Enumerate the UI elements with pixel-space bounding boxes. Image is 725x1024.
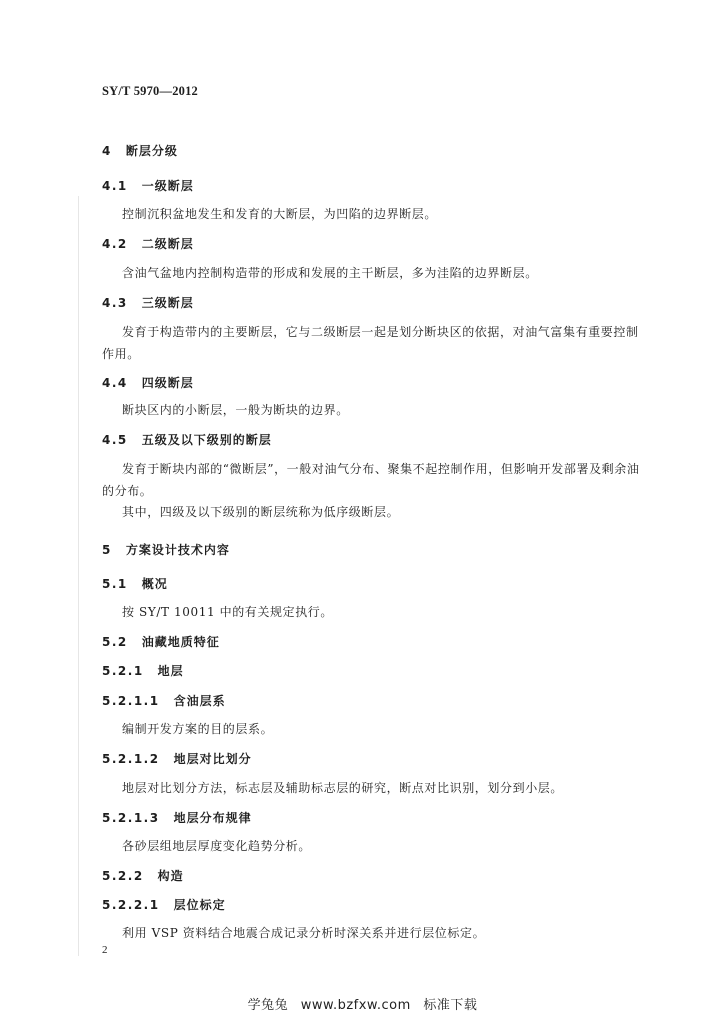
heading-5-1: 5.1 概况 xyxy=(102,577,168,591)
page-number: 2 xyxy=(102,944,108,956)
heading-5-2-1: 5.2.1 地层 xyxy=(102,664,184,678)
footer-site: 学兔兔 xyxy=(247,998,289,1013)
heading-4-3: 4.3 三级断层 xyxy=(102,296,194,310)
heading-5: 5 方案设计技术内容 xyxy=(102,543,230,557)
heading-4-4: 4.4 四级断层 xyxy=(102,376,194,390)
heading-5-2: 5.2 油藏地质特征 xyxy=(102,635,220,649)
paragraph: 含油气盆地内控制构造带的形成和发展的主干断层，多为洼陷的边界断层。 xyxy=(122,266,538,280)
paragraph: 发育于构造带内的主要断层，它与二级断层一起是划分断块区的依据，对油气富集有重要控制 xyxy=(122,325,639,339)
footer-label: 标准下载 xyxy=(423,998,478,1013)
paragraph: 编制开发方案的目的层系。 xyxy=(122,722,274,736)
paragraph: 各砂层组地层厚度变化趋势分析。 xyxy=(122,839,312,853)
heading-4: 4 断层分级 xyxy=(102,144,178,158)
paragraph: 地层对比划分方法，标志层及辅助标志层的研究，断点对比识别，划分到小层。 xyxy=(122,781,564,795)
paragraph: 发育于断块内部的“微断层”，一般对油气分布、聚集不起控制作用，但影响开发部署及剩余油 xyxy=(122,462,640,476)
paragraph: 利用 VSP 资料结合地震合成记录分析时深关系并进行层位标定。 xyxy=(122,926,486,940)
heading-4-1: 4.1 一级断层 xyxy=(102,179,194,193)
paragraph: 控制沉积盆地发生和发育的大断层，为凹陷的边界断层。 xyxy=(122,207,438,221)
heading-5-2-1-2: 5.2.1.2 地层对比划分 xyxy=(102,752,252,766)
paragraph-continuation: 作用。 xyxy=(102,347,140,361)
paragraph: 其中，四级及以下级别的断层统称为低序级断层。 xyxy=(122,505,400,519)
heading-5-2-2: 5.2.2 构造 xyxy=(102,869,184,883)
heading-4-5: 4.5 五级及以下级别的断层 xyxy=(102,433,272,447)
heading-5-2-1-3: 5.2.1.3 地层分布规律 xyxy=(102,811,252,825)
paragraph: 按 SY/T 10011 中的有关规定执行。 xyxy=(122,605,334,619)
heading-4-2: 4.2 二级断层 xyxy=(102,237,194,251)
footer-url[interactable]: www.bzfxw.com xyxy=(300,998,411,1013)
heading-5-2-2-1: 5.2.2.1 层位标定 xyxy=(102,898,226,912)
download-footer xyxy=(0,994,725,1013)
standard-code: SY/T 5970—2012 xyxy=(102,84,198,98)
scan-margin-line xyxy=(78,196,79,956)
paragraph-continuation: 的分布。 xyxy=(102,484,153,498)
paragraph: 断块区内的小断层，一般为断块的边界。 xyxy=(122,403,349,417)
heading-5-2-1-1: 5.2.1.1 含油层系 xyxy=(102,694,226,708)
